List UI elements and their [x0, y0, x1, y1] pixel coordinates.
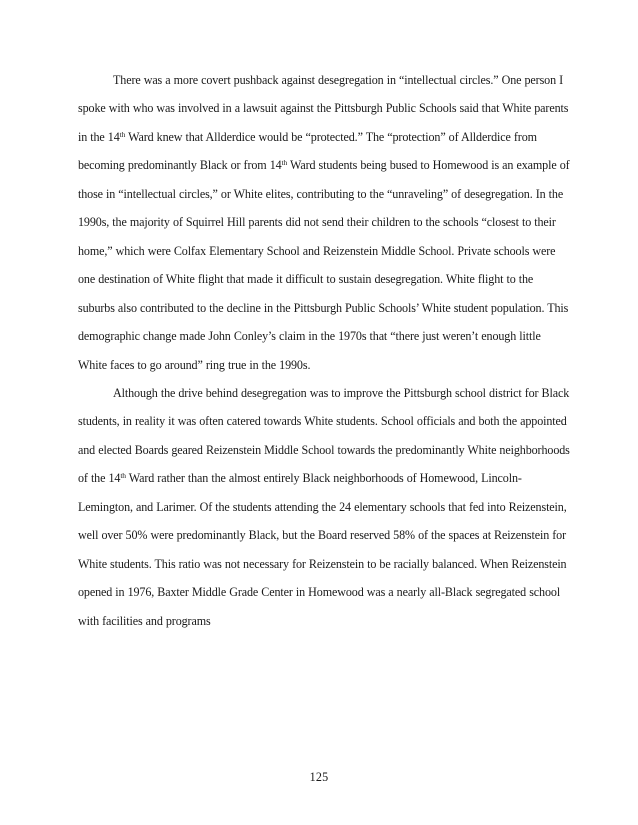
ordinal-suffix: th — [281, 158, 288, 168]
paragraph-2: Although the drive behind desegregation was to improve the Pittsburgh school district for Black students, in reality it was often catered towards White students. School officials and both the appointed and elected Boards geared Reizenstein Middle School towards the predominantly White neighborhoods of the 14th Ward rather than the almost entirely Black neighborhoods of Homewood, Lincoln-Lemington, and Larimer. Of the students attending the 24 elementary schools that fed into Reizenstein, well over 50% were predominantly Black, but the Board reserved 58% of the spaces at Reizenstein for White students. This ratio was not necessary for Reizenstein to be racially balanced. When Reizenstein opened in 1976, Baxter Middle Grade Center in Homewood was a nearly all-Black segregated school with facilities and programs — [78, 385, 570, 628]
paragraph-1: There was a more covert pushback against desegregation in “intellectual circles.” One person I spoke with who was involved in a lawsuit against the Pittsburgh Public Schools said that White parents in the 14th Ward knew that Allderdice would be “protected.” The “protection” of Allderdice from becoming predominantly Black or from 14th Ward students being bused to Homewood is an example of those in “intellectual circles,” or White elites, contributing to the “unraveling” of desegregation. In the 1990s, the majority of Squirrel Hill parents did not send their children to the schools “closest to their home,” which were Colfax Elementary School and Reizenstein Middle School. Private schools were one destination of White flight that made it difficult to sustain desegregation. White flight to the suburbs also contributed to the decline in the Pittsburgh Public Schools’ White student population. This demographic change made John Conley’s claim in the 1970s that “there just weren’t enough little White faces to go around” ring true in the 1990s. — [78, 73, 570, 372]
ordinal-suffix: th — [120, 471, 126, 481]
page-number: 125 — [309, 770, 329, 784]
document-text-body — [78, 66, 570, 635]
ordinal-suffix: th — [119, 130, 126, 140]
